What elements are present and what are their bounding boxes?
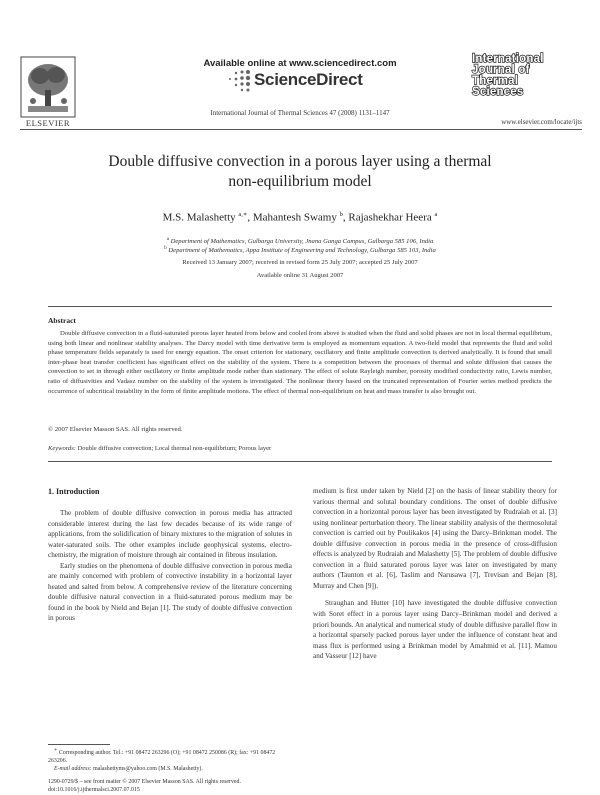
author-mark: b xyxy=(339,211,343,218)
affiliation-text: Department of Mathematics, Appa Institute of Engineering and Technology, Gulbarga 585 103, India xyxy=(168,247,436,255)
sciencedirect-wordmark: ScienceDirect xyxy=(254,70,363,89)
body-column-right xyxy=(313,486,557,662)
affiliation-mark: a xyxy=(166,237,169,242)
keywords xyxy=(48,445,552,452)
body-column-left xyxy=(48,508,292,624)
journal-logo xyxy=(472,54,582,98)
journal-citation: International Journal of Thermal Sciences 47 (2008) 1131–1147 xyxy=(210,109,390,117)
affiliation-text: Department of Mathematics, Gulbarga University, Jnana Ganga Campus, Gulbarga 585 106, India xyxy=(170,238,434,246)
affiliation xyxy=(60,246,540,254)
elsevier-tree-logo xyxy=(20,56,76,118)
author-mark: a,∗ xyxy=(238,211,248,218)
online-date: Available online 31 August 2007 xyxy=(256,272,344,279)
abstract-heading: Abstract xyxy=(48,316,76,325)
body-paragraph: The problem of double diffusive convection in porous media has attracted considerable interest during the last few decades because of its wide range of applications, from the solidification of binary mixtures to the migration of solutes in water-saturated soils. The other examples include geophysical systems, electro-chemistry, the migration of moisture through air contained in fibrous insulation. xyxy=(48,509,292,560)
keywords-list: Double diffusive convection; Local thermal non-equilibrium; Porous layer xyxy=(77,445,272,452)
keywords-label: Keywords: xyxy=(48,445,76,452)
email-address[interactable]: malashettyms@yahoo.com (M.S. Malashetty). xyxy=(93,766,203,773)
available-online-banner[interactable]: Available online at www.sciencedirect.com xyxy=(203,58,397,69)
journal-logo-line: International xyxy=(472,53,544,65)
author-name[interactable]: Mahantesh Swamy xyxy=(252,211,337,224)
title-line-2: non-equilibrium model xyxy=(228,173,372,190)
body-paragraph: Straughan and Hutter [10] have investigated the double diffusive convection with Soret effect in a porous layer using Darcy–Brinkman model and derived a priori bounds. An analytical and numerical study of double diffusive parallel flow in a horizontal sparsely packed porous layer under the influence of constant heat and mass flux is performed using a Brinkman model by Amahmid et al. [11]. Mamou and Vasseur [12] have xyxy=(313,599,557,661)
author-mark: a xyxy=(434,211,438,218)
footnote-mark: ∗ xyxy=(54,748,58,753)
journal-logo-line: Journal of xyxy=(472,64,530,76)
doi-link[interactable]: doi:10.1016/j.ijthermalsci.2007.07.015 xyxy=(48,787,140,794)
affiliation xyxy=(60,237,540,245)
received-dates: Received 13 January 2007; received in revised form 25 July 2007; accepted 25 July 2007 xyxy=(182,259,418,266)
journal-logo-line: Sciences xyxy=(472,86,524,98)
journal-url-link[interactable]: www.elsevier.com/locate/ijts xyxy=(501,118,582,126)
publisher-name: ELSEVIER xyxy=(25,118,71,128)
body-paragraph: Early studies on the phenomena of double diffusive convection in porous media are mainly concerned with problem of convective instability in a horizontal layer heated and salted from below. A comprehensive review of the literature concerning double diffusive natural convection in a fluid-saturated porous medium may be found in the book by Nield and Bejan [1]. The study of double diffusive convection in porous xyxy=(48,561,292,623)
email-label: E-mail address: xyxy=(54,766,92,773)
affiliation-mark: b xyxy=(164,246,167,251)
abstract-copyright: © 2007 Elsevier Masson SAS. All rights reserved. xyxy=(48,426,183,433)
journal-logo-line: Thermal xyxy=(472,75,519,87)
author-name[interactable]: Rajashekhar Heera xyxy=(348,211,432,224)
front-matter xyxy=(48,778,308,794)
header-rule xyxy=(20,129,582,130)
article-title xyxy=(60,152,540,192)
footnote-rule xyxy=(48,744,110,745)
section-heading: 1. Introduction xyxy=(48,487,100,496)
footnote xyxy=(48,747,292,774)
author-name[interactable]: M.S. Malashetty xyxy=(162,211,236,224)
abstract-text: Double diffusive convection in a fluid-saturated porous layer heated from below and cooled from above is studied when the fluid and solid phases are not in local thermal equilibrium, using both linear and nonlinear stability analyses. The Darcy model with time derivative term is employed as momentum equation. A two-field model that represents the fluid and solid phase temperature fields separately is used for energy equation. The onset criterion for stationary, oscillatory and finite amplitude convection is derived analytically. It is found that small inter-phase heat transfer coefficient has significant effect on the stability of the system. There is a competition between the processes of thermal and solute diffusion that causes the convection to set in through either oscillatory or finite amplitude mode rather than stationary. The effect of solute Rayleigh number, porosity modified conductivity ratio, Lewis number, ratio of diffusivities and Vadasz number on the stability of the system is investigated. The nonlinear theory based on the truncated representation of Fourier series method predicts the occurrence of subcritical instability in the form of finite amplitude motions. The effect of thermal non-equilibrium on heat and mass transfer is also brought out. xyxy=(48,330,552,395)
abstract-bottom-rule xyxy=(48,461,552,462)
title-line-1: Double diffusive convection in a porous layer using a thermal xyxy=(108,153,492,170)
body-paragraph: medium is first under taken by Nield [2] on the basis of linear stability theory for various thermal and solutal boundary conditions. The onset of double diffusive convection in a horizontal porous layer has been investigated by Rudraiah et al. [3] using nonlinear perturbation theory. The linear stability analysis of the thermosolutal convection is carried out by Poulikakos [4] using the Darcy–Brinkman model. The double diffusive convection in porous media in the presence of cross-diffusion effects is analyzed by Rudraiah and Malashetty [5]. The problem of double diffusive convection in a fluid saturated porous layer was later on investigated by many authors (Taunton et al. [6], Taslim and Narusawa [7], Trevisan and Bejan [8], Murray and Chen [9]). xyxy=(313,487,557,590)
front-matter-copyright: 1290-0729/$ – see front matter © 2007 Elsevier Masson SAS. All rights reserved. xyxy=(48,779,241,785)
abstract-top-rule xyxy=(48,306,552,307)
author-list: M.S. Malashetty $^{a,∗}$, Mahantesh Swamy $^b$, Rajashekhar Heera $^a$ xyxy=(162,211,438,224)
sciencedirect-dots-icon xyxy=(218,68,254,92)
corresponding-author: Corresponding author. Tel.: +91 08472 263296 (O); +91 08472 250086 (R); fax: +91 08472 263206. xyxy=(48,749,276,765)
